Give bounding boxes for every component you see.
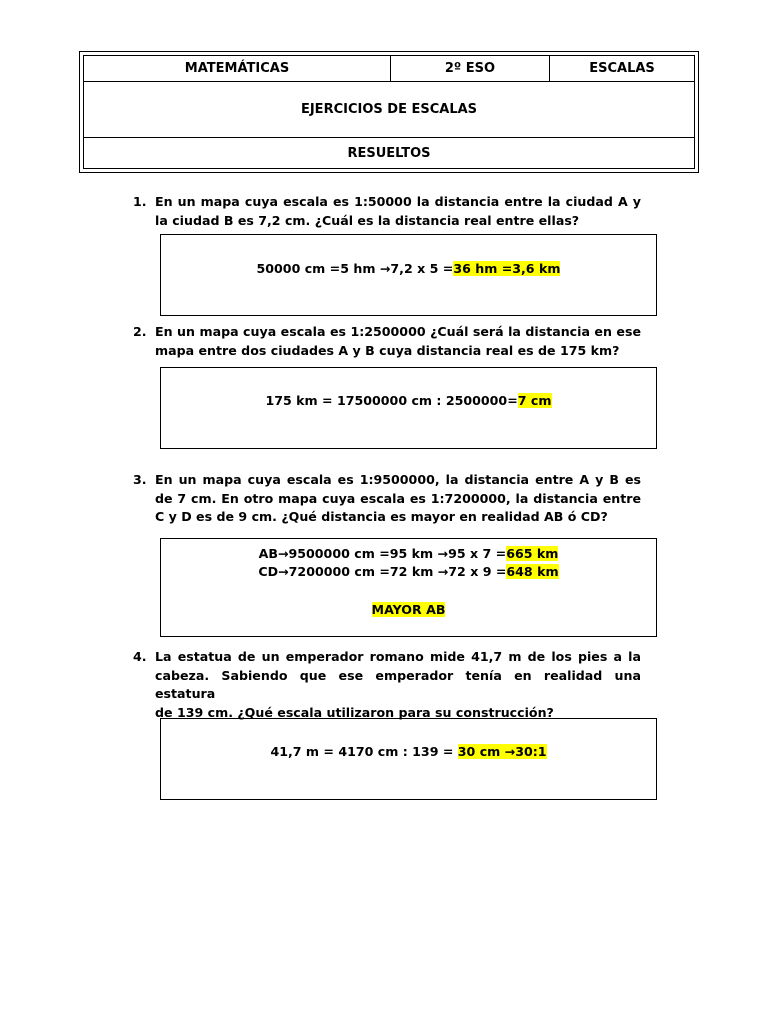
question-line: de 139 cm. ¿Qué escala utilizaron para su construcción? <box>155 704 554 720</box>
arrow-right-icon: → <box>277 546 289 561</box>
highlighted-result: 648 km <box>506 564 559 579</box>
topic-cell: ESCALAS <box>589 61 655 76</box>
arrow-right-icon: → <box>504 744 516 759</box>
highlighted-result: 665 km <box>506 546 559 561</box>
answer-box-1 <box>160 234 657 316</box>
question-line: cabeza. Sabiendo que ese emperador tenía en realidad una estatura <box>155 667 641 701</box>
arrow-right-icon: → <box>278 564 289 579</box>
question-line: La estatua de un emperador romano mide 41,7 m de los pies a la <box>155 649 641 664</box>
question-line: En un mapa cuya escala es 1:9500000, la distancia entre A y B es <box>155 472 641 487</box>
question-number: 3. <box>133 472 147 487</box>
answer-line: CD→7200000 cm =72 km →72 x 9 =648 km <box>258 564 559 579</box>
highlighted-result: 36 hm =3,6 km <box>453 261 561 276</box>
highlighted-result: MAYOR AB <box>371 602 446 617</box>
question-line: En un mapa cuya escala es 1:2500000 ¿Cuál será la distancia en ese <box>155 324 641 339</box>
highlighted-result: 7 cm <box>517 393 552 408</box>
answer-line: 50000 cm =5 hm →7,2 x 5 =36 hm =3,6 km <box>256 261 561 276</box>
question-2 <box>133 323 641 360</box>
question-1 <box>133 193 641 230</box>
question-line: En un mapa cuya escala es 1:50000 la distancia entre la ciudad A y <box>155 194 641 209</box>
question-number: 4. <box>133 649 147 664</box>
answer-line: 175 km = 17500000 cm : 2500000=7 cm <box>265 393 552 408</box>
worksheet-subtitle: RESUELTOS <box>347 145 431 161</box>
answer-box-2 <box>160 367 657 449</box>
question-4 <box>133 648 641 722</box>
highlighted-result: 30 cm →30:1 <box>457 744 547 759</box>
question-number: 2. <box>133 324 147 339</box>
answer-box-4 <box>160 718 657 800</box>
arrow-right-icon: → <box>379 261 391 276</box>
answer-line: AB→9500000 cm =95 km →95 x 7 =665 km <box>258 546 559 561</box>
question-line: C y D es de 9 cm. ¿Qué distancia es mayor en realidad AB ó CD? <box>155 509 608 524</box>
question-line: mapa entre dos ciudades A y B cuya distancia real es de 175 km? <box>155 342 620 358</box>
answer-box-3 <box>160 538 657 637</box>
subject-cell: MATEMÁTICAS <box>84 56 391 81</box>
answer-line: 41,7 m = 4170 cm : 139 = 30 cm →30:1 <box>270 744 547 759</box>
course-cell: 2º ESO <box>391 56 550 81</box>
header-table <box>79 51 699 173</box>
arrow-right-icon: → <box>437 564 449 579</box>
arrow-right-icon: → <box>437 546 449 561</box>
worksheet-title: EJERCICIOS DE ESCALAS <box>300 102 478 117</box>
question-3 <box>133 471 641 527</box>
question-line: de 7 cm. En otro mapa cuya escala es 1:7200000, la distancia entre <box>155 490 641 506</box>
question-line: la ciudad B es 7,2 cm. ¿Cuál es la distancia real entre ellas? <box>155 212 580 228</box>
question-number: 1. <box>133 194 147 209</box>
answer-conclusion <box>161 602 656 617</box>
